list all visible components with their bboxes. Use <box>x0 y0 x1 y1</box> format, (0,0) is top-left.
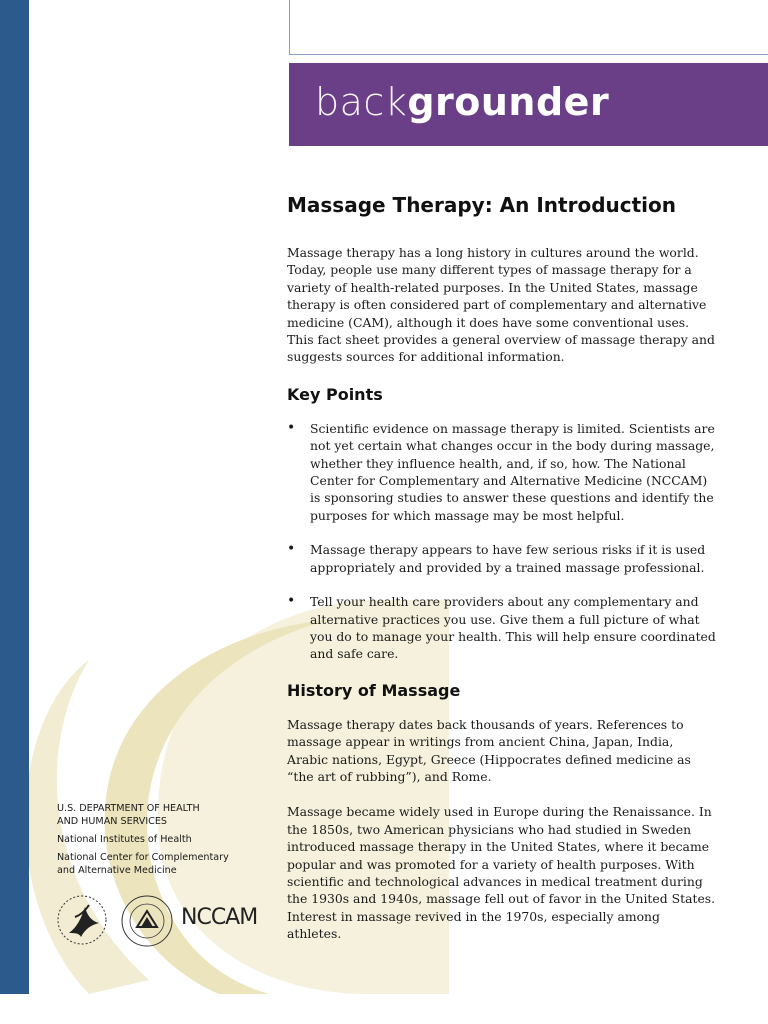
agency-logos <box>55 893 265 949</box>
left-color-bar <box>0 0 29 994</box>
nih-name: National Institutes of Health <box>57 834 192 845</box>
key-points-heading: Key Points <box>287 384 383 404</box>
bullet-icon: • <box>287 593 296 610</box>
banner-word-bold: grounder <box>407 80 610 124</box>
intro-paragraph: Massage therapy has a long history in cultures around the world. Today, people use many different types of massage therapy for a variety of health-related purposes. In the United States, massage therapy is often considered part of complementary and alternative medicine (CAM), although it does have some conventional uses. This fact sheet provides a general overview of massage therapy and suggests sources for additional information. <box>287 245 715 365</box>
bullet-icon: • <box>287 541 296 558</box>
banner-word-light: back <box>315 80 408 124</box>
key-point-item <box>287 541 717 576</box>
agency-block <box>57 802 257 882</box>
history-paragraph: Massage therapy dates back thousands of years. References to massage appear in writings from ancient China, Japan, India, Arabic nations, Egypt, Greece (Hippocrates defined medicine as “the art of rubbing”), and Rome. <box>287 716 691 784</box>
hhs-seal-icon <box>55 893 109 947</box>
banner-wordmark <box>315 79 609 125</box>
header-rule-vertical <box>289 0 290 54</box>
page-title: Massage Therapy: An Introduction <box>287 193 676 217</box>
nccam-name-line: and Alternative Medicine <box>57 865 177 876</box>
hhs-name-line: AND HUMAN SERVICES <box>57 816 168 827</box>
bullet-icon: • <box>287 419 296 436</box>
key-point-text: Tell your health care providers about any complementary and alternative practices you use. Give them a full picture of what you do to manage your health. This will help ensure coordinated and safe care. <box>310 594 716 662</box>
nih-seal-icon <box>119 893 175 949</box>
key-points-list <box>287 420 717 663</box>
history-heading: History of Massage <box>287 680 461 700</box>
key-point-text: Scientific evidence on massage therapy is limited. Scientists are not yet certain what changes occur in the body during massage, whether they influence health, and, if so, how. The National Center for Complementary and Alternative Medicine (NCCAM) is sponsoring studies to answer these questions and identify the purposes for which massage may be most helpful. <box>310 420 715 523</box>
key-point-text: Massage therapy appears to have few serious risks if it is used appropriately and provided by a trained massage professional. <box>310 542 706 575</box>
nccam-name <box>57 851 257 877</box>
nccam-name-line: National Center for Complementary <box>57 852 229 863</box>
hhs-name <box>57 802 257 828</box>
hhs-name-line: U.S. DEPARTMENT OF HEALTH <box>57 803 200 814</box>
history-paragraph: Massage became widely used in Europe during the Renaissance. In the 1850s, two American physicians who had studied in Sweden introduced massage therapy in the United States, where it became popular and was promoted for a variety of health purposes. With scientific and technological advances in medical treatment during the 1930s and 1940s, massage fell out of favor in the United States. Interest in massage revived in the 1970s, especially among athletes. <box>287 804 716 942</box>
main-content <box>287 190 717 961</box>
nccam-logo: NCCAM <box>181 905 258 930</box>
key-point-item <box>287 593 717 663</box>
key-point-item <box>287 420 717 524</box>
backgrounder-banner <box>289 63 768 146</box>
header-rule-horizontal <box>289 54 768 55</box>
